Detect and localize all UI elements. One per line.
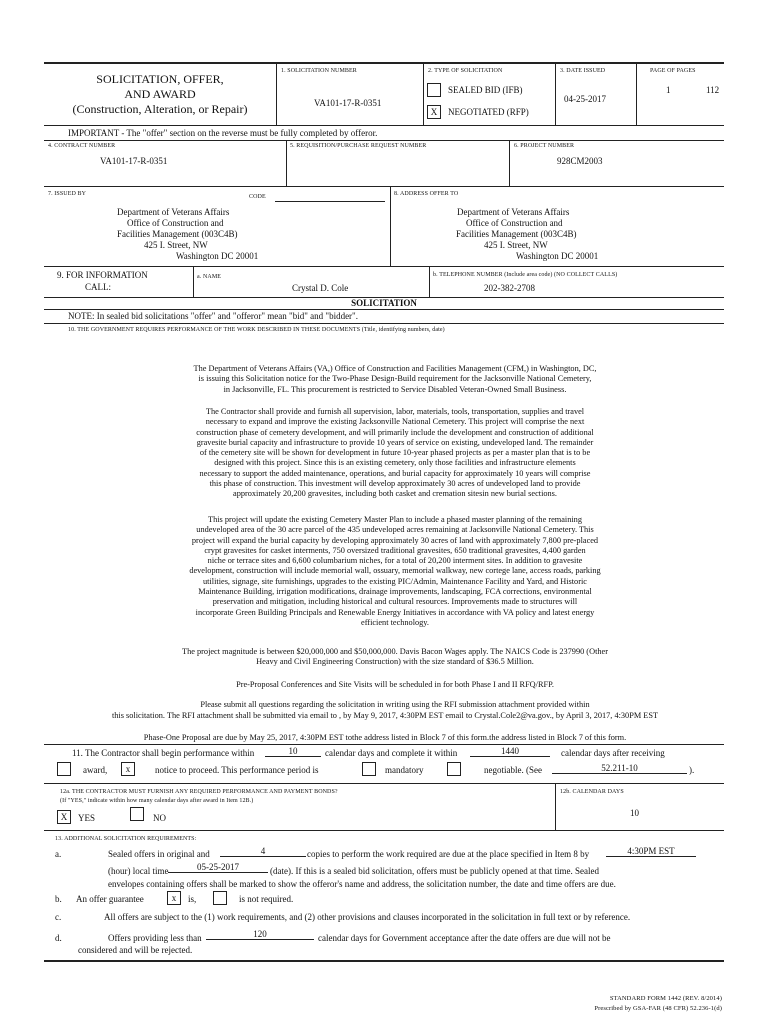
form-title-line3: (Construction, Alteration, or Repair) — [72, 102, 248, 116]
item-13a-text-5: envelopes containing offers shall be marked to show the offeror's name and address, the solicitation number, the date and time offers are due. — [108, 879, 616, 889]
address-line-5: Washington DC 20001 — [516, 251, 599, 261]
body-paragraph-2: The Contractor shall provide and furnish all supervision, labor, materials, tools, transportation, supplies and travel necessary to expand and improve the existing Jacksonville National Cemetery. This project will comprise the next construction phase of cemetery development, and will primarily include the development and construction of additional gravesite burial capacity and infrastructure to provide 10 years of service on existing, undeveloped land. The remainder of the cemetery site will be shown for development in future 10-year phased projects as per a master plan that is to be designed with this project. Since this is an existing cemetery, only those facilities and infrastructure elements necessary to support the added maintenance, operations, and burial capacity for approximately 10 years will comprise this phase of construction. This investment will develop approximately 30 acres of undeveloped land to provide approximately 20,200 gravesites, including both casket and cremation sitesin new burial sections. — [196, 407, 594, 499]
see-reference: 52.211-10 — [552, 763, 687, 774]
guarantee-is-checkbox[interactable]: x — [167, 891, 181, 905]
body-paragraph-4: The project magnitude is between $20,000,000 and $50,000,000. Davis Bacon Wages apply. The NAICS Code is 237990 (Other Heavy and Civil Engineering Construction) with the size standard of $36.5 Million. — [182, 647, 608, 667]
negotiated-label: NEGOTIATED (RFP) — [448, 107, 529, 117]
bonds-no-checkbox[interactable] — [130, 807, 144, 821]
due-date: 05-25-2017 — [168, 862, 268, 873]
form-title-line1: SOLICITATION, OFFER, — [96, 72, 224, 86]
body-paragraph-1: The Department of Veterans Affairs (VA,) Office of Construction and Facilities Management (CFM,) in Washington, DC, is issuing this Solicitation notice for the Two-Phase Design-Build requirement for the Jacksonville National Cemetery, in Jacksonville, FL. This procurement is restricted to Service Disabled Veteran-Owned Small Business. — [193, 364, 597, 394]
page-total: 112 — [706, 85, 720, 95]
requisition-number-label: 5. REQUISITION/PURCHASE REQUEST NUMBER — [290, 143, 427, 149]
item-13a-text-4: (date). If this is a sealed bid solicitation, offers must be publicly opened at that time. Sealed — [270, 866, 599, 876]
issued-by-line-5: Washington DC 20001 — [176, 251, 259, 261]
begin-days: 10 — [265, 746, 321, 757]
acceptance-days: 120 — [206, 929, 314, 940]
item-13d-text-2: calendar days for Government acceptance after the date offers are due will not be — [318, 933, 611, 943]
item-13b-letter: b. — [55, 894, 62, 904]
item-13a-text-2: copies to perform the work required are due at the place specified in Item 8 by — [307, 849, 590, 859]
complete-days: 1440 — [470, 746, 550, 757]
address-line-1: Department of Veterans Affairs — [457, 207, 570, 217]
call-label: CALL: — [85, 282, 111, 292]
item-13a-letter: a. — [55, 849, 62, 859]
for-information-label: 9. FOR INFORMATION — [57, 270, 148, 280]
body-paragraph-6a: Please submit all questions regarding the solicitation in writing using the RFI submission attachment provided within — [200, 700, 590, 709]
item-11-text-1: 11. The Contractor shall begin performance within — [72, 748, 255, 758]
copies-count: 4 — [220, 846, 306, 857]
type-of-solicitation-label: 2. TYPE OF SOLICITATION — [428, 68, 503, 74]
body-paragraph-6b: this solicitation. The RFI attachment shall be submitted via email to , by May 9, 2017, 4:30PM EST email to Crystal.Cole2@va.gov., by April 3, 2017, 4:30PM EST — [111, 711, 659, 720]
telephone-number: 202-382-2708 — [484, 283, 535, 293]
notice-to-proceed-checkbox[interactable]: x — [121, 762, 135, 776]
item-13d-letter: d. — [55, 933, 62, 943]
issued-by-line-1: Department of Veterans Affairs — [117, 207, 230, 217]
issued-by-line-3: Facilities Management (003C4B) — [117, 229, 238, 239]
negotiable-label: negotiable. (See — [484, 765, 542, 775]
project-number-label: 6. PROJECT NUMBER — [514, 143, 575, 149]
important-notice: IMPORTANT - The "offer" section on the reverse must be fully completed by offeror. — [68, 128, 378, 138]
sealed-bid-note: NOTE: In sealed bid solicitations "offer" and "offeror" mean "bid" and "bidder". — [68, 311, 358, 321]
date-issued: 04-25-2017 — [564, 94, 606, 104]
solicitation-heading: SOLICITATION — [351, 298, 417, 308]
see-reference-end: ). — [689, 765, 695, 775]
contract-number-label: 4. CONTRACT NUMBER — [48, 143, 116, 149]
sealed-bid-checkbox[interactable] — [427, 83, 441, 97]
address-line-2: Office of Construction and — [466, 218, 563, 228]
body-paragraph-7: Phase-One Proposal are due by May 25, 2017, 4:30PM EST tothe address listed in Block 7 of this form.the address listed in Block 7 of this form. — [143, 733, 627, 742]
prescribed-by: Prescribed by GSA-FAR (48 CFR) 52.236-1(d) — [594, 1005, 722, 1012]
name-label: a. NAME — [197, 274, 222, 280]
guarantee-not-required-checkbox[interactable] — [213, 891, 227, 905]
code-label: CODE — [249, 194, 266, 200]
bonds-yes-checkbox[interactable]: X — [57, 810, 71, 824]
form-title-line2: AND AWARD — [124, 87, 196, 101]
item-10-label: 10. THE GOVERNMENT REQUIRES PERFORMANCE OF THE WORK DESCRIBED IN THESE DOCUMENTS (Title, identifying numbers, date) — [68, 327, 445, 333]
award-label: award, — [83, 765, 108, 775]
item-11-text-4: notice to proceed. This performance period is — [155, 765, 319, 775]
issued-by-line-4: 425 I. Street, NW — [144, 240, 208, 250]
item-13c-text: All offers are subject to the (1) work requirements, and (2) other provisions and clauses incorporated in the solicitation in full text or by reference. — [104, 912, 631, 922]
negotiated-checkbox[interactable]: X — [427, 105, 441, 119]
contact-name: Crystal D. Cole — [292, 283, 349, 293]
project-number: 928CM2003 — [557, 156, 603, 166]
issued-by-label: 7. ISSUED BY — [48, 191, 87, 197]
sealed-bid-label: SEALED BID (IFB) — [448, 85, 523, 95]
bonds-yes-label: YES — [78, 813, 96, 823]
solicitation-number: VA101-17-R-0351 — [314, 98, 382, 108]
item-13-label: 13. ADDITIONAL SOLICITATION REQUIREMENTS: — [55, 836, 197, 842]
page-number: 1 — [666, 85, 671, 95]
due-time: 4:30PM EST — [606, 846, 696, 857]
bonds-no-label: NO — [153, 813, 166, 823]
page-of-pages-label: PAGE OF PAGES — [650, 68, 696, 74]
contract-number: VA101-17-R-0351 — [100, 156, 168, 166]
item-12a-subtext: (If "YES," indicate within how many calendar days after award in Item 12B.) — [60, 798, 254, 804]
item-12a-label: 12a. THE CONTRACTOR MUST FURNISH ANY REQUIRED PERFORMANCE AND PAYMENT BONDS? — [60, 789, 338, 795]
mandatory-label: mandatory — [385, 765, 424, 775]
address-line-4: 425 I. Street, NW — [484, 240, 548, 250]
mandatory-checkbox[interactable] — [362, 762, 376, 776]
issued-by-line-2: Office of Construction and — [127, 218, 224, 228]
item-11-text-2: calendar days and complete it within — [325, 748, 458, 758]
item-13b-text: An offer guarantee — [76, 894, 144, 904]
form-number: STANDARD FORM 1442 (REV. 8/2014) — [609, 995, 722, 1002]
item-13d-text-3: considered and will be rejected. — [78, 945, 193, 955]
telephone-label: b. TELEPHONE NUMBER (Include area code) (NO COLLECT CALLS) — [433, 272, 618, 278]
item-13a-text-1: Sealed offers in original and — [108, 849, 210, 859]
item-13d-text-1: Offers providing less than — [108, 933, 202, 943]
guarantee-not-required-label: is not required. — [239, 894, 294, 904]
item-13a-text-3: (hour) local time — [108, 866, 169, 876]
negotiable-checkbox[interactable] — [447, 762, 461, 776]
body-paragraph-3: This project will update the existing Cemetery Master Plan to include a phased master planning of the remaining undeveloped area of the 30 acre parcel of the 435 undeveloped acres remaining at Jacksonville National Cemetery. This project will expand the burial capacity by developing approximately 30 acres of land with approximately 7,800 pre-placed crypt gravesites for casket interments, 750 oversized traditional gravesites, 650 traditional gravesites, 4,400 garden niche or terrace sites and 6,600 columbarium niches, for a total of 20,200 interment sites. In addition to gravesite development, construction will include memorial wall, ossuary, memorial walkway, new cortege lane, access roads, parking utilities, signage, site furnishings, upgrades to the existing PIC/Admin, Maintenance Facility and Yard, and Historic Maintenance Building, irrigation modifications, drainage improvements, landscaping, FCA corrections, environmental preservation and mitigation, including historical and cultural resources. Improvements made to structures will incorporate Green Building Principals and Renewable Energy Initiatives in accordance with VA policy and latest energy efficient technology. — [189, 515, 601, 627]
address-offer-to-label: 8. ADDRESS OFFER TO — [394, 191, 459, 197]
item-11-text-3: calendar days after receiving — [561, 748, 665, 758]
award-checkbox[interactable] — [57, 762, 71, 776]
date-issued-label: 3. DATE ISSUED — [560, 68, 606, 74]
calendar-days-value: 10 — [630, 808, 639, 818]
item-12b-label: 12b. CALENDAR DAYS — [560, 789, 624, 795]
item-13c-letter: c. — [55, 912, 62, 922]
address-line-3: Facilities Management (003C4B) — [456, 229, 577, 239]
solicitation-number-label: 1. SOLICITATION NUMBER — [281, 68, 357, 74]
body-paragraph-5: Pre-Proposal Conferences and Site Visits will be scheduled in for both Phase I and II RFQ/RFP. — [236, 680, 554, 689]
guarantee-is-label: is, — [188, 894, 197, 904]
